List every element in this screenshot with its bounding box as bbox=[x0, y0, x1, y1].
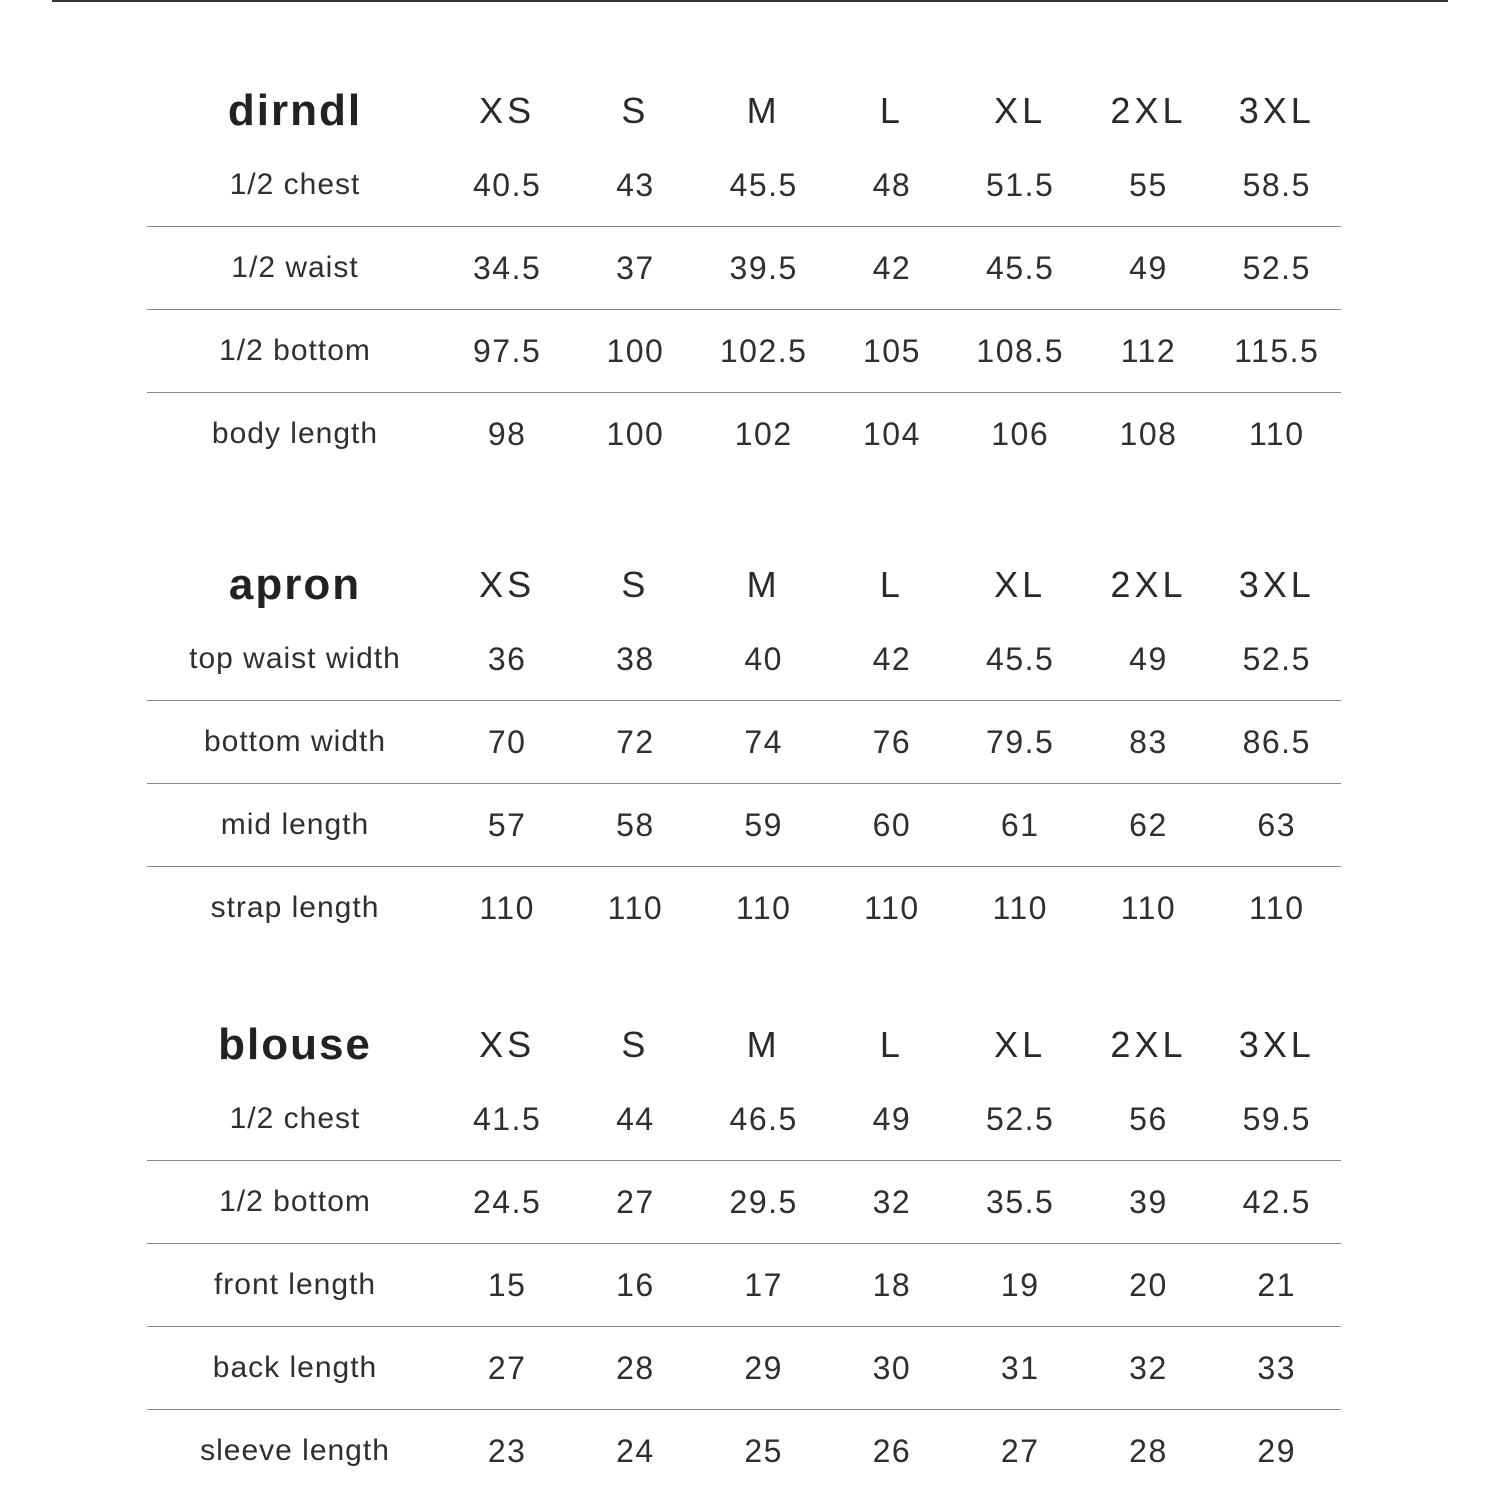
cell-value: 44 bbox=[616, 1100, 655, 1137]
cell-value: 55 bbox=[1129, 166, 1168, 203]
cell-value: 32 bbox=[872, 1183, 912, 1220]
cell-value: 27 bbox=[1000, 1432, 1040, 1469]
size-label: XS bbox=[479, 1024, 536, 1065]
cell-value: 110 bbox=[864, 889, 920, 926]
cell-value: 38 bbox=[616, 640, 655, 677]
table-row bbox=[147, 618, 1341, 701]
cell-value: 27 bbox=[616, 1183, 655, 1220]
cell-value: 61 bbox=[1000, 806, 1040, 843]
table-row bbox=[147, 393, 1341, 475]
cell-value: 16 bbox=[616, 1266, 655, 1303]
cell-value: 74 bbox=[744, 723, 783, 760]
cell-value: 29 bbox=[1257, 1432, 1297, 1469]
cell-value: 23 bbox=[487, 1432, 527, 1469]
cell-value: 33 bbox=[1257, 1349, 1297, 1386]
row-label: back length bbox=[212, 1351, 378, 1384]
table-row bbox=[147, 867, 1341, 949]
cell-value: 63 bbox=[1257, 806, 1297, 843]
size-label: M bbox=[746, 1024, 781, 1065]
size-label: 3XL bbox=[1238, 90, 1315, 131]
cell-value: 52.5 bbox=[1242, 640, 1311, 677]
section-title: apron bbox=[228, 560, 362, 609]
size-label: L bbox=[879, 564, 904, 605]
cell-value: 25 bbox=[744, 1432, 783, 1469]
cell-value: 51.5 bbox=[986, 166, 1055, 203]
table-row bbox=[147, 1244, 1341, 1327]
size-label: XL bbox=[994, 1024, 1047, 1065]
table-header bbox=[147, 552, 1341, 618]
cell-value: 70 bbox=[487, 723, 527, 760]
cell-value: 110 bbox=[1248, 415, 1305, 452]
cell-value: 83 bbox=[1129, 723, 1168, 760]
cell-value: 110 bbox=[992, 889, 1048, 926]
cell-value: 42 bbox=[872, 640, 912, 677]
cell-value: 24.5 bbox=[472, 1183, 542, 1220]
cell-value: 21 bbox=[1257, 1266, 1297, 1303]
cell-value: 58 bbox=[616, 806, 655, 843]
cell-value: 52.5 bbox=[986, 1100, 1055, 1137]
cell-value: 102 bbox=[734, 415, 793, 452]
row-label: strap length bbox=[210, 891, 380, 924]
row-label: front length bbox=[213, 1268, 377, 1301]
cell-value: 112 bbox=[1120, 332, 1177, 369]
cell-value: 108 bbox=[1119, 415, 1178, 452]
cell-value: 27 bbox=[487, 1349, 527, 1386]
section-title: blouse bbox=[218, 1020, 372, 1069]
cell-value: 108.5 bbox=[976, 332, 1064, 369]
table-row bbox=[147, 144, 1341, 227]
cell-value: 45.5 bbox=[986, 640, 1055, 677]
cell-value: 58.5 bbox=[1242, 166, 1311, 203]
size-label: XS bbox=[479, 90, 536, 131]
cell-value: 28 bbox=[1129, 1432, 1168, 1469]
cell-value: 97.5 bbox=[472, 332, 542, 369]
cell-value: 110 bbox=[479, 889, 535, 926]
row-label: top waist width bbox=[189, 642, 401, 675]
row-label: bottom width bbox=[203, 725, 387, 758]
cell-value: 57 bbox=[487, 806, 527, 843]
cell-value: 17 bbox=[744, 1266, 783, 1303]
cell-value: 79.5 bbox=[986, 723, 1055, 760]
row-label: 1/2 bottom bbox=[219, 1185, 371, 1218]
size-label: L bbox=[879, 90, 904, 131]
cell-value: 34.5 bbox=[472, 249, 542, 286]
table-row bbox=[147, 1410, 1341, 1492]
cell-value: 48 bbox=[872, 166, 912, 203]
table-row bbox=[147, 1161, 1341, 1244]
row-label: body length bbox=[211, 417, 379, 450]
blouse-size-table bbox=[147, 1012, 1341, 1492]
cell-value: 31 bbox=[1000, 1349, 1040, 1386]
cell-value: 19 bbox=[1000, 1266, 1040, 1303]
cell-value: 42 bbox=[872, 249, 912, 286]
row-label: 1/2 waist bbox=[231, 251, 359, 284]
cell-value: 76 bbox=[872, 723, 912, 760]
cell-value: 59.5 bbox=[1242, 1100, 1311, 1137]
cell-value: 35.5 bbox=[986, 1183, 1055, 1220]
cell-value: 36 bbox=[487, 640, 527, 677]
dirndl-size-table bbox=[147, 78, 1341, 475]
cell-value: 29.5 bbox=[729, 1183, 798, 1220]
top-divider bbox=[52, 0, 1448, 2]
cell-value: 110 bbox=[607, 889, 664, 926]
cell-value: 37 bbox=[616, 249, 655, 286]
cell-value: 102.5 bbox=[719, 332, 808, 369]
cell-value: 105 bbox=[862, 332, 921, 369]
cell-value: 45.5 bbox=[986, 249, 1055, 286]
cell-value: 106 bbox=[991, 415, 1050, 452]
cell-value: 52.5 bbox=[1242, 249, 1311, 286]
row-label: mid length bbox=[220, 808, 370, 841]
table-row bbox=[147, 784, 1341, 867]
cell-value: 43 bbox=[616, 166, 655, 203]
size-label: L bbox=[879, 1024, 904, 1065]
size-label: 2XL bbox=[1110, 564, 1187, 605]
cell-value: 29 bbox=[744, 1349, 783, 1386]
size-label: XL bbox=[994, 90, 1047, 131]
row-label: 1/2 bottom bbox=[219, 334, 371, 367]
cell-value: 59 bbox=[744, 806, 783, 843]
cell-value: 15 bbox=[487, 1266, 527, 1303]
table-row bbox=[147, 701, 1341, 784]
size-label: XS bbox=[479, 564, 536, 605]
cell-value: 32 bbox=[1129, 1349, 1168, 1386]
cell-value: 100 bbox=[606, 332, 665, 369]
cell-value: 60 bbox=[872, 806, 912, 843]
section-title: dirndl bbox=[227, 86, 363, 135]
size-label: S bbox=[621, 90, 650, 131]
cell-value: 41.5 bbox=[472, 1100, 542, 1137]
cell-value: 110 bbox=[1120, 889, 1177, 926]
cell-value: 62 bbox=[1129, 806, 1168, 843]
cell-value: 46.5 bbox=[729, 1100, 798, 1137]
table-row bbox=[147, 227, 1341, 310]
cell-value: 115.5 bbox=[1234, 332, 1320, 369]
size-label: M bbox=[746, 564, 781, 605]
table-header bbox=[147, 78, 1341, 144]
cell-value: 45.5 bbox=[729, 166, 798, 203]
cell-value: 86.5 bbox=[1242, 723, 1311, 760]
table-row bbox=[147, 1078, 1341, 1161]
cell-value: 18 bbox=[872, 1266, 912, 1303]
cell-value: 39 bbox=[1129, 1183, 1168, 1220]
size-label: S bbox=[621, 564, 650, 605]
cell-value: 104 bbox=[862, 415, 921, 452]
size-label: 3XL bbox=[1238, 1024, 1315, 1065]
row-label: sleeve length bbox=[200, 1434, 390, 1467]
size-label: 3XL bbox=[1238, 564, 1315, 605]
cell-value: 56 bbox=[1129, 1100, 1168, 1137]
size-label: M bbox=[746, 90, 781, 131]
cell-value: 72 bbox=[616, 723, 655, 760]
cell-value: 28 bbox=[616, 1349, 655, 1386]
cell-value: 42.5 bbox=[1242, 1183, 1311, 1220]
row-label: 1/2 chest bbox=[229, 1102, 361, 1135]
size-label: XL bbox=[994, 564, 1047, 605]
cell-value: 40 bbox=[744, 640, 783, 677]
cell-value: 98 bbox=[487, 415, 527, 452]
size-label: 2XL bbox=[1110, 1024, 1187, 1065]
cell-value: 26 bbox=[872, 1432, 912, 1469]
size-label: 2XL bbox=[1110, 90, 1187, 131]
apron-size-table bbox=[147, 552, 1341, 949]
row-label: 1/2 chest bbox=[229, 168, 361, 201]
table-header bbox=[147, 1012, 1341, 1078]
cell-value: 40.5 bbox=[472, 166, 542, 203]
cell-value: 110 bbox=[735, 889, 792, 926]
cell-value: 20 bbox=[1129, 1266, 1168, 1303]
cell-value: 24 bbox=[616, 1432, 655, 1469]
cell-value: 100 bbox=[606, 415, 665, 452]
cell-value: 110 bbox=[1248, 889, 1305, 926]
size-label: S bbox=[621, 1024, 650, 1065]
table-row bbox=[147, 1327, 1341, 1410]
table-row bbox=[147, 310, 1341, 393]
cell-value: 30 bbox=[872, 1349, 912, 1386]
cell-value: 49 bbox=[872, 1100, 912, 1137]
cell-value: 49 bbox=[1129, 640, 1168, 677]
cell-value: 49 bbox=[1129, 249, 1168, 286]
cell-value: 39.5 bbox=[729, 249, 798, 286]
